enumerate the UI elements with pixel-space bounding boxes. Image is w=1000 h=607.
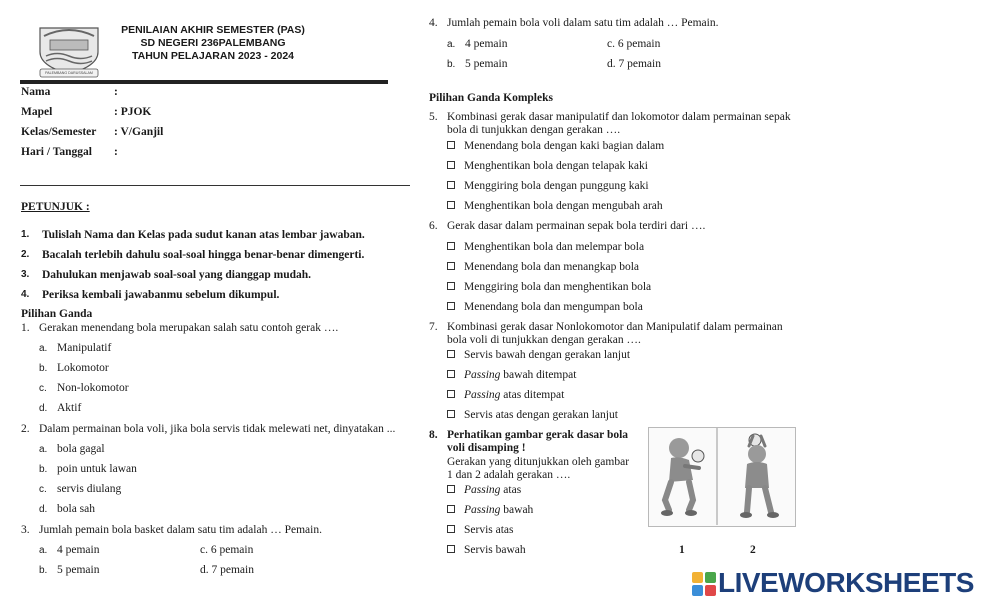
q3-number: 3. [21,524,30,536]
volleyball-players-illustration [649,428,794,525]
q4-option-c[interactable]: c. 6 pemain [607,38,661,50]
q1-option-d[interactable]: Aktif [57,402,82,414]
q6-option-3-label: Menggiring bola dan menghentikan bola [464,281,652,293]
q7-option-2-label: bawah ditempat [500,369,577,381]
identity-value-nama: : [114,86,118,98]
logo-banner-text: PALEMBANG DARUSSALAM [45,71,93,75]
figure-label-2: 2 [750,544,756,556]
q7-option-4-label: Servis atas dengan gerakan lanjut [464,409,618,421]
q7-option-2[interactable] [447,369,576,381]
q2-option-letter: c. [39,484,47,495]
checkbox[interactable] [447,370,455,378]
checkbox[interactable] [447,525,455,533]
q2-option-letter: d. [39,504,48,515]
q5-option-3-label: Menggiring bola dengan punggung kaki [464,180,649,192]
checkbox[interactable] [447,201,455,209]
q8-option-1[interactable] [447,484,521,496]
identity-value-tanggal: : [114,146,118,158]
q8-option-2-italic: Passing [464,504,501,516]
q7-option-2-italic: Passing [464,369,501,381]
q8-option-2[interactable] [447,504,533,516]
q5-option-3[interactable] [447,180,649,192]
q1-option-c[interactable]: Non-lokomotor [57,382,129,394]
q8-text-line3: Gerakan yang ditunjukkan oleh gambar [447,456,630,468]
q2-text: Dalam permainan bola voli, jika bola servis tidak melewati net, dinyatakan ... [39,423,396,435]
petunjuk-text-2: Bacalah terlebih dahulu soal-soal hingga benar-benar dimengerti. [42,249,365,261]
checkbox[interactable] [447,262,455,270]
identity-label-nama: Nama [21,86,51,98]
q7-option-3[interactable] [447,389,564,401]
q2-number: 2. [21,423,30,435]
q8-option-3[interactable] [447,524,514,536]
q6-option-1[interactable] [447,241,644,253]
academic-year: TAHUN PELAJARAN 2023 - 2024 [131,50,295,62]
checkbox[interactable] [447,350,455,358]
q8-option-1-italic: Passing [464,484,501,496]
identity-label-tanggal: Hari / Tanggal [21,146,92,158]
q6-option-2-label: Menendang bola dan menangkap bola [464,261,639,273]
school-name: SD NEGERI 236PALEMBANG [140,37,286,49]
q5-option-2-label: Menghentikan bola dengan telapak kaki [464,160,648,172]
q8-option-2-label: bawah [500,504,534,516]
q7-option-4[interactable] [447,409,618,421]
identity-value-mapel: : PJOK [114,106,152,118]
liveworksheets-badge [692,572,716,596]
q2-option-letter: a. [39,444,48,455]
petunjuk-num-1: 1. [21,229,30,240]
q8-option-4-label: Servis bawah [464,544,526,556]
q8-option-4[interactable] [447,544,526,556]
pilihan-ganda-title: Pilihan Ganda [21,308,93,320]
figure-label-1: 1 [679,544,685,556]
liveworksheets-logo: LIVEWORKSHEETS [718,567,974,598]
q3-option-letter: b. [39,565,48,576]
q2-option-c[interactable]: servis diulang [57,483,122,495]
petunjuk-title: PETUNJUK : [21,201,90,213]
checkbox[interactable] [447,141,455,149]
identity-label-kelas: Kelas/Semester [21,126,97,138]
q2-option-a[interactable]: bola gagal [57,443,105,455]
q8-number: 8. [429,429,438,441]
q6-text: Gerak dasar dalam permainan sepak bola terdiri dari …. [447,220,706,232]
q3-option-d[interactable]: d. 7 pemain [200,564,254,576]
petunjuk-num-2: 2. [21,249,30,260]
q5-option-4-label: Menghentikan bola dengan mengubah arah [464,200,663,212]
q7-number: 7. [429,321,438,333]
petunjuk-text-1: Tulislah Nama dan Kelas pada sudut kanan atas lembar jawaban. [42,229,365,241]
q3-option-a[interactable]: 4 pemain [57,544,100,556]
q1-number: 1. [21,322,30,334]
checkbox[interactable] [447,410,455,418]
q3-option-b[interactable]: 5 pemain [57,564,100,576]
q4-option-a[interactable]: 4 pemain [465,38,508,50]
q5-option-4[interactable] [447,200,663,212]
q6-option-4[interactable] [447,301,643,313]
q3-text: Jumlah pemain bola basket dalam satu tim adalah … Pemain. [39,524,322,536]
petunjuk-text-3: Dahulukan menjawab soal-soal yang dianggap mudah. [42,269,312,281]
q7-text-line2: bola voli di tunjukkan dengan gerakan …. [447,334,641,346]
q6-number: 6. [429,220,438,232]
checkbox[interactable] [447,505,455,513]
volleyball-figure [648,427,796,527]
petunjuk-num-4: 4. [21,289,30,300]
checkbox[interactable] [447,302,455,310]
q1-option-a[interactable]: Manipulatif [57,342,112,354]
q1-option-letter: c. [39,383,47,394]
q5-text-line2: bola di tunjukkan dengan gerakan …. [447,124,621,136]
q7-option-1-label: Servis bawah dengan gerakan lanjut [464,349,631,361]
q2-option-b[interactable]: poin untuk lawan [57,463,137,475]
q6-option-3[interactable] [447,281,651,293]
checkbox[interactable] [447,282,455,290]
q5-text-line1: Kombinasi gerak dasar manipulatif dan lokomotor dalam permainan sepak [447,111,791,123]
q5-option-1-label: Menendang bola dengan kaki bagian dalam [464,140,665,152]
q7-option-3-label: atas ditempat [500,389,565,401]
q5-option-2[interactable] [447,160,648,172]
q4-option-letter: b. [447,59,456,70]
checkbox[interactable] [447,545,455,553]
q4-option-d[interactable]: d. 7 pemain [607,58,661,70]
q1-option-letter: b. [39,363,48,374]
q1-option-letter: d. [39,403,48,414]
q5-number: 5. [429,111,438,123]
checkbox[interactable] [447,161,455,169]
identity-value-kelas: : V/Ganjil [114,126,164,138]
q1-text: Gerakan menendang bola merupakan salah satu contoh gerak …. [39,322,339,334]
petunjuk-num-3: 3. [21,269,30,280]
q4-option-b[interactable]: 5 pemain [465,58,508,70]
checkbox[interactable] [447,242,455,250]
pgk-title: Pilihan Ganda Kompleks [429,92,553,104]
q8-text-line4: 1 dan 2 adalah gerakan …. [447,469,571,481]
q4-number: 4. [429,17,438,29]
checkbox[interactable] [447,181,455,189]
q3-option-c[interactable]: c. 6 pemain [200,544,254,556]
school-logo [34,22,104,80]
checkbox[interactable] [447,390,455,398]
petunjuk-text-4: Periksa kembali jawabanmu sebelum dikumpul. [42,289,280,301]
q4-text: Jumlah pemain bola voli dalam satu tim adalah … Pemain. [447,17,719,29]
q6-option-4-label: Menendang bola dan mengumpan bola [464,301,643,313]
q6-option-2[interactable] [447,261,639,273]
q1-option-letter: a. [39,343,48,354]
checkbox[interactable] [447,485,455,493]
q7-option-3-italic: Passing [464,389,501,401]
header-rule-thick [20,80,388,84]
q8-text-line1: Perhatikan gambar gerak dasar bola [447,429,629,441]
q6-option-1-label: Menghentikan bola dan melempar bola [464,241,645,253]
q8-option-1-label: atas [500,484,522,496]
q7-text-line1: Kombinasi gerak dasar Nonlokomotor dan Manipulatif dalam permainan [447,321,783,333]
q8-text-line2: voli disamping ! [447,442,526,454]
exam-title: PENILAIAN AKHIR SEMESTER (PAS) [121,24,305,36]
q5-option-1[interactable] [447,140,664,152]
identity-label-mapel: Mapel [21,106,53,118]
q2-option-letter: b. [39,464,48,475]
q8-option-3-label: Servis atas [464,524,514,536]
q4-option-letter: a. [447,39,456,50]
q1-option-b[interactable]: Lokomotor [57,362,109,374]
q7-option-1[interactable] [447,349,630,361]
identity-rule [20,185,410,186]
q2-option-d[interactable]: bola sah [57,503,96,515]
q3-option-letter: a. [39,545,48,556]
